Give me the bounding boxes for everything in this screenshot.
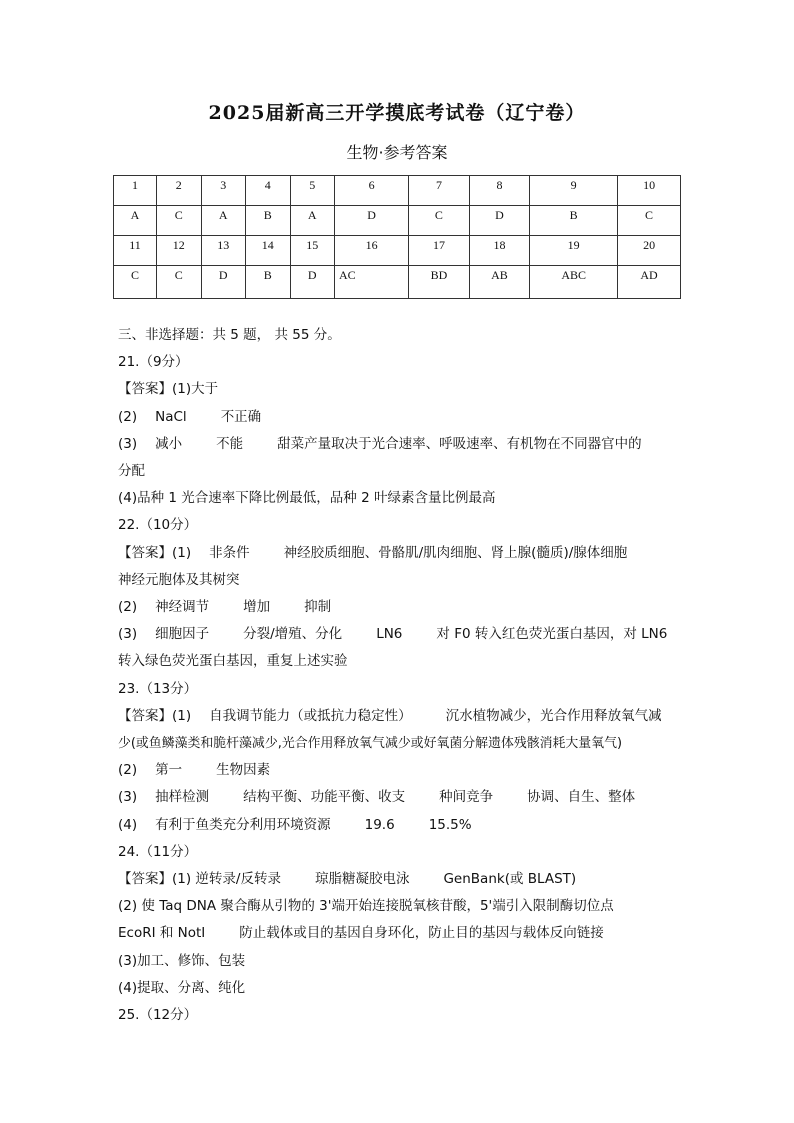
section-heading: 三、非选择题：共 5 题， 共 55 分。 — [118, 327, 341, 343]
question-21-heading: 21.（9分） — [118, 354, 189, 371]
table-cell: ABC — [530, 266, 618, 299]
table-cell: C — [157, 206, 202, 236]
answer-text: NaCl — [155, 408, 187, 425]
table-cell: 17 — [409, 236, 470, 266]
table-cell: 4 — [246, 176, 291, 206]
q21-answer-1: 【答案】(1)大于 — [118, 381, 219, 398]
table-cell: 8 — [469, 176, 530, 206]
table-cell: AD — [618, 266, 681, 299]
answer-text: GenBank(或 BLAST) — [443, 871, 577, 888]
question-23-heading: 23.（13分） — [118, 680, 198, 697]
answer-text: EcoRI 和 NotI — [118, 925, 206, 942]
table-row — [114, 206, 681, 236]
item-number: (2) — [118, 599, 138, 616]
q24-answer-2: (2) 使 Taq DNA 聚合酶从引物的 3'端开始连接脱氧核苷酸，5'端引入限制酶切位点 — [118, 898, 614, 915]
table-cell: B — [246, 266, 291, 299]
item-number: 【答案】(1) — [118, 707, 192, 724]
table-cell: 10 — [618, 176, 681, 206]
q23-answer-1 — [118, 703, 688, 730]
q21-answer-4: (4)品种 1 光合速率下降比例最低，品种 2 叶绿素含量比例最高 — [118, 490, 496, 507]
item-number: 【答案】(1) — [118, 544, 192, 561]
answer-text: 不能 — [216, 435, 244, 452]
table-cell: D — [469, 206, 530, 236]
q22-answer-1-cont: 神经元胞体及其树突 — [118, 571, 240, 588]
answer-text: 【答案】(1) 逆转录/反转录 — [118, 871, 281, 888]
q22-answer-1 — [118, 540, 688, 567]
q24-answer-3: (3)加工、修饰、包装 — [118, 952, 246, 969]
table-cell: A — [114, 206, 157, 236]
table-cell: 7 — [409, 176, 470, 206]
q24-answer-4: (4)提取、分离、纯化 — [118, 979, 246, 996]
table-cell: 19 — [530, 236, 618, 266]
table-cell: AC — [335, 266, 409, 299]
item-number: (4) — [118, 816, 138, 833]
answer-text: 琼脂糖凝胶电泳 — [314, 871, 410, 888]
q23-answer-4 — [118, 812, 688, 839]
table-cell: 1 — [114, 176, 157, 206]
table-cell: 14 — [246, 236, 291, 266]
answer-text: 自我调节能力（或抵抗力稳定性） — [209, 707, 412, 724]
question-22-heading: 22.（10分） — [118, 517, 198, 534]
q23-answer-3 — [118, 784, 688, 811]
item-number: (3) — [118, 435, 138, 452]
table-cell: 5 — [290, 176, 335, 206]
table-row — [114, 176, 681, 206]
table-cell: 12 — [157, 236, 202, 266]
table-cell: 3 — [201, 176, 246, 206]
answer-text: 结构平衡、功能平衡、收支 — [243, 789, 406, 806]
table-cell: 20 — [618, 236, 681, 266]
answer-text: 增加 — [243, 599, 271, 616]
q23-answer-2 — [118, 757, 688, 784]
table-cell: 6 — [335, 176, 409, 206]
table-cell: A — [201, 206, 246, 236]
answer-text: 防止载体或目的基因自身环化，防止目的基因与载体反向链接 — [239, 925, 604, 942]
table-cell: A — [290, 206, 335, 236]
table-cell: 16 — [335, 236, 409, 266]
table-cell: D — [335, 206, 409, 236]
q21-answer-3-cont: 分配 — [118, 463, 145, 480]
table-cell: 15 — [290, 236, 335, 266]
table-cell: D — [201, 266, 246, 299]
answer-text: 抑制 — [304, 599, 332, 616]
q24-answer-2-cont — [118, 920, 688, 947]
table-cell: AB — [469, 266, 530, 299]
answer-text: 15.5% — [428, 816, 472, 833]
answer-text: LN6 — [376, 626, 403, 643]
answer-text: 协调、自生、整体 — [527, 789, 636, 806]
answer-text: 不正确 — [220, 408, 262, 425]
page-title: 2025届新高三开学摸底考试卷（辽宁卷） — [208, 102, 586, 124]
answer-text: 神经调节 — [155, 599, 210, 616]
question-25-heading: 25.（12分） — [118, 1007, 198, 1024]
q22-answer-2 — [118, 594, 688, 621]
answer-text: 分裂/增殖、分化 — [243, 626, 343, 643]
question-24-heading: 24.（11分） — [118, 843, 198, 860]
answer-text: 第一 — [155, 762, 183, 779]
answer-text: 甜菜产量取决于光合速率、呼吸速率、有机物在不同器官中的 — [277, 435, 642, 452]
table-row — [114, 266, 681, 299]
q23-answer-1-cont: 少(或鱼鳞藻类和脆杆藻减少,光合作用释放氧气减少或好氧菌分解遗体残骸消耗大量氧气) — [118, 736, 622, 752]
table-cell: 2 — [157, 176, 202, 206]
answer-text: 种间竞争 — [439, 789, 494, 806]
page-subtitle: 生物·参考答案 — [346, 143, 448, 162]
table-cell: C — [618, 206, 681, 236]
q22-answer-3 — [118, 621, 688, 648]
item-number: (2) — [118, 408, 138, 425]
answer-text: 减小 — [155, 435, 183, 452]
answer-text: 对 F0 转入红色荧光蛋白基因，对 LN6 — [436, 626, 668, 643]
answer-text: 神经胶质细胞、骨骼肌/肌肉细胞、肾上腺(髓质)/腺体细胞 — [283, 544, 628, 561]
answer-table — [113, 175, 681, 299]
table-cell: C — [157, 266, 202, 299]
item-number: (3) — [118, 789, 138, 806]
answer-text: 沉水植物减少，光合作用释放氧气减 — [445, 707, 662, 724]
item-number: (2) — [118, 762, 138, 779]
table-cell: B — [530, 206, 618, 236]
q21-answer-3 — [118, 431, 688, 458]
answer-text: 有利于鱼类充分利用环境资源 — [155, 816, 331, 833]
table-cell: BD — [409, 266, 470, 299]
answer-content — [118, 322, 688, 1029]
answer-text: 非条件 — [209, 544, 250, 561]
table-cell: B — [246, 206, 291, 236]
q21-answer-2 — [118, 404, 688, 431]
table-cell: 13 — [201, 236, 246, 266]
q24-answer-1 — [118, 866, 688, 893]
table-cell: C — [409, 206, 470, 236]
answer-text: 19.6 — [364, 816, 395, 833]
table-cell: 9 — [530, 176, 618, 206]
answer-text: 生物因素 — [216, 762, 271, 779]
table-cell: 11 — [114, 236, 157, 266]
q22-answer-3-cont: 转入绿色荧光蛋白基因，重复上述实验 — [118, 653, 348, 670]
table-cell: D — [290, 266, 335, 299]
item-number: (3) — [118, 626, 138, 643]
answer-text: 细胞因子 — [155, 626, 210, 643]
table-row — [114, 236, 681, 266]
table-cell: 18 — [469, 236, 530, 266]
table-cell: C — [114, 266, 157, 299]
answer-text: 抽样检测 — [155, 789, 210, 806]
